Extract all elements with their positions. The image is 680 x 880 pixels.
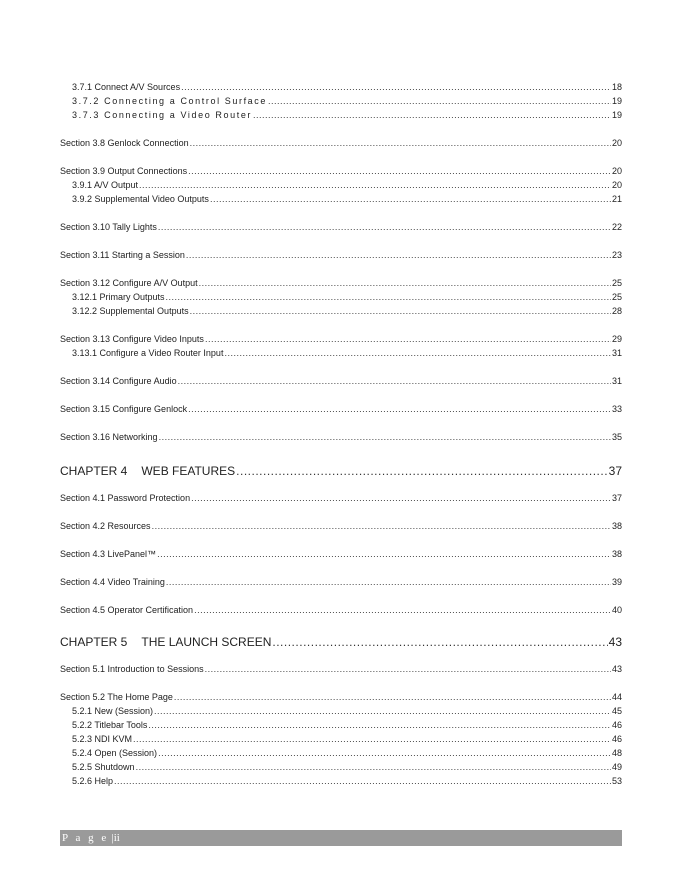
toc-leader-dots: [205, 662, 611, 676]
footer-page-label: P a g e: [62, 832, 109, 844]
toc-entry-label: Section 3.8 Genlock Connection: [60, 138, 189, 148]
toc-entry-page: 19: [611, 96, 622, 106]
toc-entry-label: 3.12.1 Primary Outputs: [72, 292, 165, 302]
toc-entry[interactable]: [60, 718, 622, 732]
toc-entry[interactable]: [60, 575, 622, 589]
chapter-page: 43: [608, 635, 622, 649]
toc-leader-dots: [139, 178, 611, 192]
toc-entry[interactable]: [60, 276, 622, 290]
toc-entry[interactable]: [60, 774, 622, 788]
toc-entry[interactable]: [60, 346, 622, 360]
chapter-number: CHAPTER 5: [60, 635, 128, 649]
toc-entry-label: Section 3.13 Configure Video Inputs: [60, 334, 204, 344]
toc-entry-page: 43: [611, 664, 622, 674]
toc-leader-dots: [199, 276, 611, 290]
toc-entry-page: 44: [611, 692, 622, 702]
toc-leader-dots: [159, 430, 611, 444]
toc-entry-page: 49: [611, 762, 622, 772]
toc-entry-label: 5.2.4 Open (Session): [72, 748, 158, 758]
toc-entry-page: 21: [611, 194, 622, 204]
toc-leader-dots: [154, 704, 611, 718]
toc-entry-label: 3.7.1 Connect A/V Sources: [72, 82, 181, 92]
toc-entry-label: Section 3.14 Configure Audio: [60, 376, 177, 386]
toc-entry-page: 48: [611, 748, 622, 758]
toc-entry[interactable]: [60, 760, 622, 774]
toc-entry-page: 46: [611, 720, 622, 730]
toc-entry-page: 25: [611, 278, 622, 288]
toc-leader-dots: [224, 346, 611, 360]
toc-leader-dots: [194, 603, 611, 617]
toc-entry[interactable]: [60, 220, 622, 234]
toc-entry[interactable]: [60, 746, 622, 760]
toc-entry-page: 25: [611, 292, 622, 302]
footer-page-number: ii: [113, 832, 120, 844]
toc-entry-page: 38: [611, 521, 622, 531]
toc-entry-page: 37: [611, 493, 622, 503]
toc-entry-label: 3.7.3 Connecting a Video Router: [72, 110, 253, 120]
toc-entry-page: 31: [611, 348, 622, 358]
chapter-title: WEB FEATURES: [141, 464, 236, 478]
toc-entry-label: 5.2.2 Titlebar Tools: [72, 720, 148, 730]
toc-entry-label: Section 3.16 Networking: [60, 432, 158, 442]
toc-entry-page: 20: [611, 166, 622, 176]
toc-leader-dots: [148, 718, 611, 732]
toc-entry-label: Section 3.11 Starting a Session: [60, 250, 185, 260]
toc-leader-dots: [178, 374, 611, 388]
toc-entry-page: 28: [611, 306, 622, 316]
toc-leader-dots: [158, 220, 611, 234]
toc-leader-dots: [272, 633, 607, 651]
toc-entry[interactable]: [60, 519, 622, 533]
toc-leader-dots: [133, 732, 611, 746]
toc-leader-dots: [236, 462, 607, 480]
toc-entry-page: 29: [611, 334, 622, 344]
toc-entry-label: Section 5.1 Introduction to Sessions: [60, 664, 204, 674]
toc-leader-dots: [268, 94, 611, 108]
toc-entry[interactable]: [60, 192, 622, 206]
toc-entry-label: Section 3.9 Output Connections: [60, 166, 188, 176]
toc-entry-page: 22: [611, 222, 622, 232]
toc-entry-page: 18: [611, 82, 622, 92]
toc-leader-dots: [188, 402, 611, 416]
toc-leader-dots: [157, 547, 611, 561]
toc-entry-label: 3.9.1 A/V Output: [72, 180, 139, 190]
toc-leader-dots: [136, 760, 611, 774]
toc-entry[interactable]: [60, 704, 622, 718]
chapter-number: CHAPTER 4: [60, 464, 128, 478]
toc-entry-page: 33: [611, 404, 622, 414]
toc-entry-label: Section 4.2 Resources: [60, 521, 151, 531]
toc-leader-dots: [210, 192, 611, 206]
toc-entry[interactable]: [60, 732, 622, 746]
toc-leader-dots: [190, 136, 611, 150]
toc-leader-dots: [158, 746, 611, 760]
toc-leader-dots: [190, 304, 611, 318]
toc-entry-page: 53: [611, 776, 622, 786]
toc-entry[interactable]: [60, 491, 622, 505]
toc-entry-label: Section 4.1 Password Protection: [60, 493, 191, 503]
toc-entry-label: Section 4.4 Video Training: [60, 577, 165, 587]
toc-entry-label: Section 4.5 Operator Certification: [60, 605, 194, 615]
toc-entry-label: Section 3.15 Configure Genlock: [60, 404, 188, 414]
toc-entry[interactable]: [60, 690, 622, 704]
toc-entry-label: 3.13.1 Configure a Video Router Input: [72, 348, 224, 358]
toc-leader-dots: [174, 690, 611, 704]
toc-entry[interactable]: [60, 290, 622, 304]
toc-entry[interactable]: [60, 374, 622, 388]
toc-leader-dots: [253, 108, 611, 122]
toc-entry-page: 19: [611, 110, 622, 120]
toc-entry-label: 3.9.2 Supplemental Video Outputs: [72, 194, 209, 204]
toc-entry-page: 20: [611, 138, 622, 148]
toc-leader-dots: [181, 80, 611, 94]
toc-entry-page: 40: [611, 605, 622, 615]
toc-leader-dots: [152, 519, 611, 533]
toc-entry-label: Section 3.12 Configure A/V Output: [60, 278, 198, 288]
toc-entry[interactable]: [60, 430, 622, 444]
toc-entry-page: 46: [611, 734, 622, 744]
toc-entry-page: 38: [611, 549, 622, 559]
toc-entry-label: 5.2.6 Help: [72, 776, 114, 786]
toc-entry[interactable]: [60, 94, 622, 108]
toc-chapter-5[interactable]: [60, 633, 622, 651]
toc-entry-label: 5.2.3 NDI KVM: [72, 734, 133, 744]
toc-entry-label: Section 5.2 The Home Page: [60, 692, 173, 702]
toc-leader-dots: [166, 575, 611, 589]
toc-leader-dots: [114, 774, 611, 788]
toc-entry-page: 39: [611, 577, 622, 587]
toc-entry[interactable]: [60, 178, 622, 192]
toc-entry-label: 5.2.5 Shutdown: [72, 762, 135, 772]
toc-entry[interactable]: [60, 164, 622, 178]
toc-entry[interactable]: [60, 248, 622, 262]
toc-entry-page: 31: [611, 376, 622, 386]
table-of-contents: [60, 80, 622, 788]
toc-entry[interactable]: [60, 80, 622, 94]
toc-entry-label: 5.2.1 New (Session): [72, 706, 154, 716]
chapter-title: THE LAUNCH SCREEN: [141, 635, 272, 649]
toc-entry[interactable]: [60, 304, 622, 318]
toc-chapter-4[interactable]: [60, 462, 622, 480]
toc-entry[interactable]: [60, 662, 622, 676]
toc-entry[interactable]: [60, 108, 622, 122]
toc-entry-label: 3.7.2 Connecting a Control Surface: [72, 96, 267, 106]
toc-entry-page: 20: [611, 180, 622, 190]
toc-leader-dots: [191, 491, 611, 505]
toc-leader-dots: [186, 248, 611, 262]
toc-leader-dots: [188, 164, 611, 178]
toc-leader-dots: [166, 290, 611, 304]
toc-entry[interactable]: [60, 547, 622, 561]
toc-entry[interactable]: [60, 603, 622, 617]
toc-entry-page: 45: [611, 706, 622, 716]
toc-entry-label: 3.12.2 Supplemental Outputs: [72, 306, 189, 316]
footer-separator: |: [111, 832, 114, 844]
toc-leader-dots: [205, 332, 611, 346]
toc-entry-page: 35: [611, 432, 622, 442]
toc-entry-label: Section 3.10 Tally Lights: [60, 222, 157, 232]
toc-entry[interactable]: [60, 136, 622, 150]
toc-entry[interactable]: [60, 332, 622, 346]
chapter-page: 37: [608, 464, 622, 478]
toc-entry-page: 23: [611, 250, 622, 260]
toc-entry-label: Section 4.3 LivePanel™: [60, 549, 157, 559]
page-footer: [60, 830, 622, 846]
toc-entry[interactable]: [60, 402, 622, 416]
